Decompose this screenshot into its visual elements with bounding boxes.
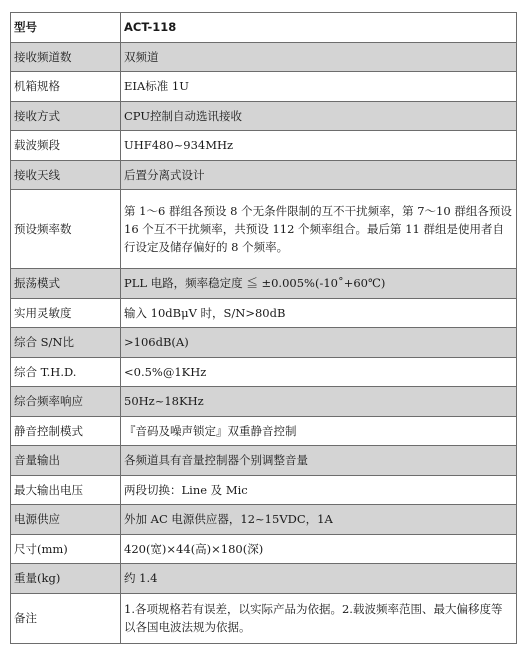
table-row xyxy=(11,160,517,190)
table-row xyxy=(11,190,517,269)
row-label: 最大输出电压 xyxy=(11,475,121,505)
table-row xyxy=(11,387,517,417)
row-label: 实用灵敏度 xyxy=(11,298,121,328)
header-label: 型号 xyxy=(11,13,121,43)
table-row xyxy=(11,328,517,358)
table-row xyxy=(11,72,517,102)
row-value: 输入 10dBμV 时，S/N>80dB xyxy=(121,298,517,328)
table-row xyxy=(11,416,517,446)
table-row xyxy=(11,593,517,643)
row-value: PLL 电路，频率稳定度 ≦ ±0.005%(-10˚+60℃) xyxy=(121,269,517,299)
row-label: 尺寸(mm) xyxy=(11,534,121,564)
table-row xyxy=(11,534,517,564)
row-label: 综合频率响应 xyxy=(11,387,121,417)
table-header-row xyxy=(11,13,517,43)
row-value: 1.各项规格若有误差，以实际产品为依据。2.载波频率范围、最大偏移度等以各国电波法规为依据。 xyxy=(121,593,517,643)
table-row xyxy=(11,101,517,131)
row-value: 后置分离式设计 xyxy=(121,160,517,190)
row-value: UHF480~934MHz xyxy=(121,131,517,161)
row-value: 外加 AC 电源供应器，12~15VDC，1A xyxy=(121,505,517,535)
table-row xyxy=(11,446,517,476)
row-label: 静音控制模式 xyxy=(11,416,121,446)
row-label: 振荡模式 xyxy=(11,269,121,299)
row-value: 『音码及噪声锁定』双重静音控制 xyxy=(121,416,517,446)
row-label: 载波频段 xyxy=(11,131,121,161)
row-label: 电源供应 xyxy=(11,505,121,535)
header-value: ACT-118 xyxy=(121,13,517,43)
table-row xyxy=(11,564,517,594)
table-row xyxy=(11,298,517,328)
row-label: 接收方式 xyxy=(11,101,121,131)
row-value: EIA标准 1U xyxy=(121,72,517,102)
row-value: CPU控制自动选讯接收 xyxy=(121,101,517,131)
row-value: 第 1～6 群组各预设 8 个无条件限制的互不干扰频率，第 7～10 群组各预设 16 个互不干扰频率，共预设 112 个频率组合。最后第 11 群组是使用者自行设定及储存偏好的 8 个频率。 xyxy=(121,190,517,269)
row-value: 420(宽)×44(高)×180(深) xyxy=(121,534,517,564)
row-label: 接收天线 xyxy=(11,160,121,190)
row-label: 综合 S/N比 xyxy=(11,328,121,358)
row-value: 约 1.4 xyxy=(121,564,517,594)
table-row xyxy=(11,42,517,72)
row-label: 重量(kg) xyxy=(11,564,121,594)
row-label: 备注 xyxy=(11,593,121,643)
row-label: 接收频道数 xyxy=(11,42,121,72)
row-value: 各频道具有音量控制器个别调整音量 xyxy=(121,446,517,476)
table-row xyxy=(11,131,517,161)
row-value: 50Hz~18KHz xyxy=(121,387,517,417)
row-label: 综合 T.H.D. xyxy=(11,357,121,387)
row-value: >106dB(A) xyxy=(121,328,517,358)
table-row xyxy=(11,505,517,535)
row-label: 音量输出 xyxy=(11,446,121,476)
row-label: 预设频率数 xyxy=(11,190,121,269)
row-value: 两段切换：Line 及 Mic xyxy=(121,475,517,505)
table-row xyxy=(11,269,517,299)
table-row xyxy=(11,475,517,505)
spec-table xyxy=(10,12,517,644)
row-value: <0.5%@1KHz xyxy=(121,357,517,387)
table-row xyxy=(11,357,517,387)
row-value: 双频道 xyxy=(121,42,517,72)
row-label: 机箱规格 xyxy=(11,72,121,102)
